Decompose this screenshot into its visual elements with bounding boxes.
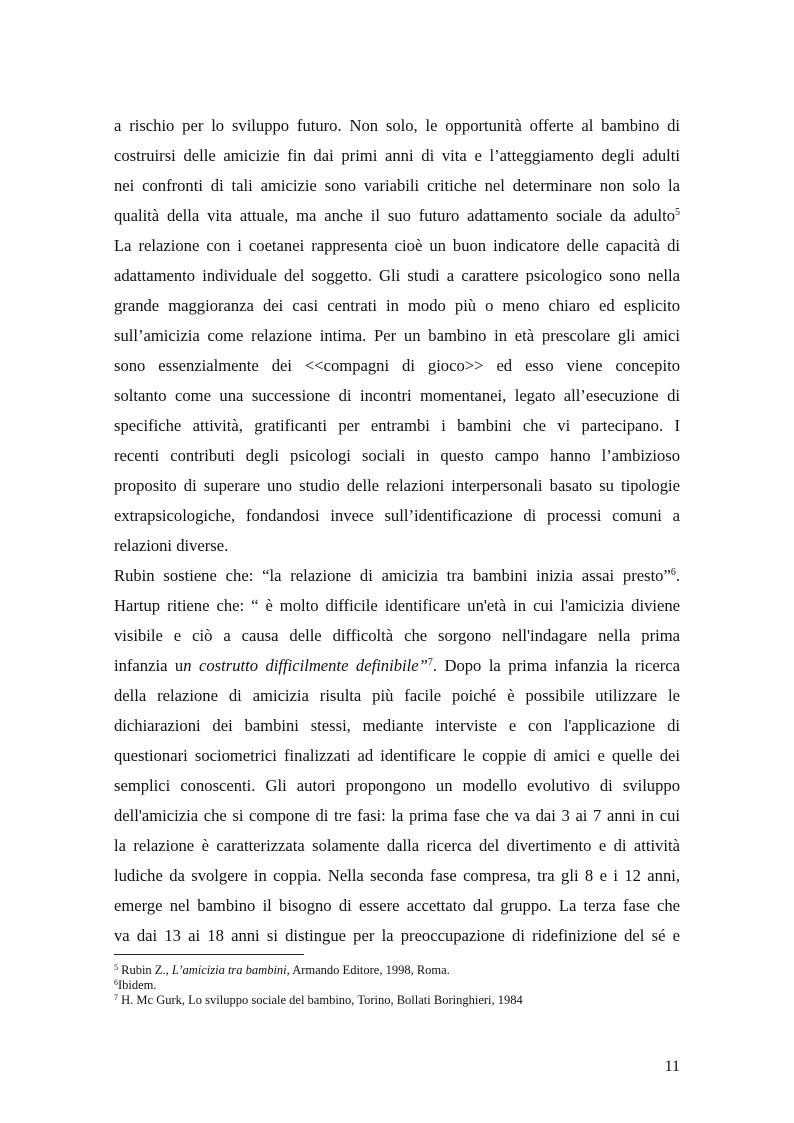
text-line: La relazione con i coetanei rappresenta cioè un buon indicatore delle capacità di xyxy=(114,236,680,255)
text-line: dell'amicizia che si compone di tre fasi: la prima fase che va dai 3 ai 7 anni in cui xyxy=(114,806,680,825)
text-line: sono essenzialmente dei <<compagni di gioco>> ed esso viene concepito xyxy=(114,356,680,375)
text-line: extrapsicologiche, fondandosi invece sull’identificazione di processi comuni a xyxy=(114,506,680,525)
text-line: della relazione di amicizia risulta più facile poiché è possibile utilizzare le xyxy=(114,686,680,705)
text-line: dichiarazioni dei bambini stessi, mediante interviste e con l'applicazione di xyxy=(114,716,680,735)
text-line: ludiche da svolgere in coppia. Nella seconda fase compresa, tra gli 8 e i 12 anni, xyxy=(114,866,680,885)
text-line: grande maggioranza dei casi centrati in modo più o meno chiaro ed esplicito xyxy=(114,296,680,315)
text-line xyxy=(114,566,680,586)
text-span: . Dopo la prima infanzia la ricerca xyxy=(432,656,680,675)
text-line: va dai 13 ai 18 anni si distingue per la preoccupazione di ridefinizione del sé e xyxy=(114,926,680,945)
text-line: emerge nel bambino il bisogno di essere accettato dal gruppo. La terza fase che xyxy=(114,896,680,915)
footnote-number: 6 xyxy=(114,978,118,987)
text-line: Hartup ritiene che: “ è molto difficile identificare un'età in cui l'amicizia diviene xyxy=(114,596,680,615)
text-line: visibile e ciò a causa delle difficoltà che sorgono nell'indagare nella prima xyxy=(114,626,680,645)
text-line: adattamento individuale del soggetto. Gli studi a carattere psicologico sono nella xyxy=(114,266,680,285)
footnote-7 xyxy=(114,993,523,1008)
footnote-author: Rubin Z., xyxy=(118,963,172,977)
footnote-number: 7 xyxy=(114,993,118,1002)
text-line: costruirsi delle amicizie fin dai primi anni di vita e l’atteggiamento degli adulti xyxy=(114,146,680,165)
text-line: la relazione è caratterizzata solamente dalla ricerca del divertimento e di attività xyxy=(114,836,680,855)
text-line: soltanto come una successione di incontri momentanei, legato all’esecuzione di xyxy=(114,386,680,405)
text-line: a rischio per lo sviluppo futuro. Non solo, le opportunità offerte al bambino di xyxy=(114,116,680,135)
footnote-ref-7: 7 xyxy=(427,657,433,668)
text-line: specifiche attività, gratificanti per entrambi i bambini che vi partecipano. I xyxy=(114,416,680,435)
footnote-ref-6: 6 xyxy=(670,567,676,578)
text-span: . xyxy=(675,566,680,585)
footnote-divider xyxy=(114,954,304,955)
italic-quote: n costrutto difficilmente definibile” xyxy=(183,656,428,675)
text-span: Rubin sostiene che: “la relazione di amicizia tra bambini inizia assai presto” xyxy=(114,566,671,585)
footnote-rest: Armando Editore, 1998, Roma. xyxy=(289,963,450,977)
footnote-text: H. Mc Gurk, Lo sviluppo sociale del bambino, Torino, Bollati Boringhieri, 1984 xyxy=(118,993,523,1007)
text-span: qualità della vita attuale, ma anche il suo futuro adattamento sociale da adulto xyxy=(114,206,675,225)
page-number: 11 xyxy=(664,1058,680,1075)
text-line: nei confronti di tali amicizie sono variabili critiche nel determinare non solo la xyxy=(114,176,680,195)
text-line: relazioni diverse. xyxy=(114,536,229,555)
footnote-number: 5 xyxy=(114,963,118,972)
text-line: recenti contributi degli psicologi sociali in questo campo hanno l’ambizioso xyxy=(114,446,680,465)
text-line xyxy=(114,656,680,676)
text-line xyxy=(114,206,680,226)
footnote-title: L’amicizia tra bambini, xyxy=(171,963,290,977)
text-span: infanzia u xyxy=(114,656,184,675)
text-line: proposito di superare uno studio delle relazioni interpersonali basato su tipologie xyxy=(114,476,680,495)
footnote-5 xyxy=(114,963,450,978)
footnote-6 xyxy=(114,978,157,993)
text-line: semplici conoscenti. Gli autori propongono un modello evolutivo di sviluppo xyxy=(114,776,680,795)
footnote-text: Ibidem. xyxy=(118,978,157,992)
text-line: sull’amicizia come relazione intima. Per un bambino in età prescolare gli amici xyxy=(114,326,680,345)
footnote-ref-5: 5 xyxy=(675,207,680,218)
text-line: questionari sociometrici finalizzati ad identificare le coppie di amici e quelle dei xyxy=(114,746,680,765)
